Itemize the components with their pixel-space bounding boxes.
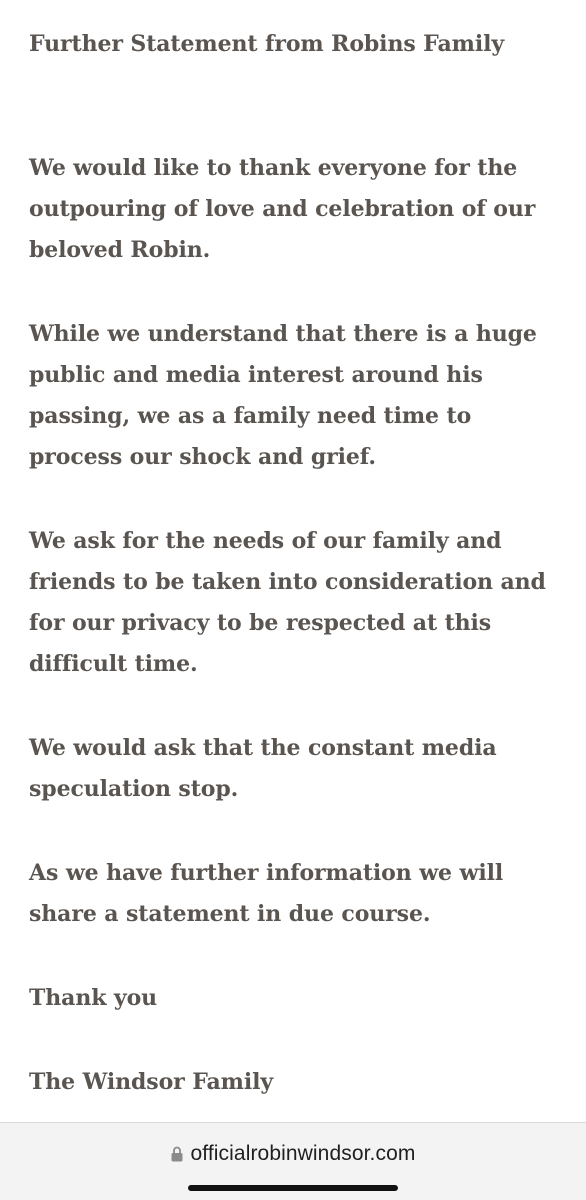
statement-thank-you: Thank you [29, 985, 158, 1011]
statement-paragraph-thanks: We would like to thank everyone for the outpouring of love and celebration of our beloved Robin. [29, 155, 536, 263]
statement-paragraph-further-info: As we have further information we will share a statement in due course. [29, 860, 504, 927]
browser-bottom-bar [0, 1122, 586, 1200]
url-text[interactable]: officialrobinwindsor.com [190, 1142, 416, 1165]
statement-title: Further Statement from Robins Family [29, 31, 505, 57]
home-indicator[interactable] [188, 1185, 398, 1191]
statement-paragraph-consideration: We ask for the needs of our family and friends to be taken into consideration and for our privacy to be respected at this difficult time. [29, 528, 546, 677]
statement-paragraph-speculation: We would ask that the constant media speculation stop. [29, 735, 497, 802]
statement-signature: The Windsor Family [29, 1069, 274, 1095]
address-bar[interactable] [0, 1139, 586, 1169]
statement-paragraph-privacy-need: While we understand that there is a huge public and media interest around his passing, we as a family need time to process our shock and grief. [29, 321, 537, 470]
statement-content [29, 24, 564, 1103]
lock-icon [171, 1146, 183, 1162]
